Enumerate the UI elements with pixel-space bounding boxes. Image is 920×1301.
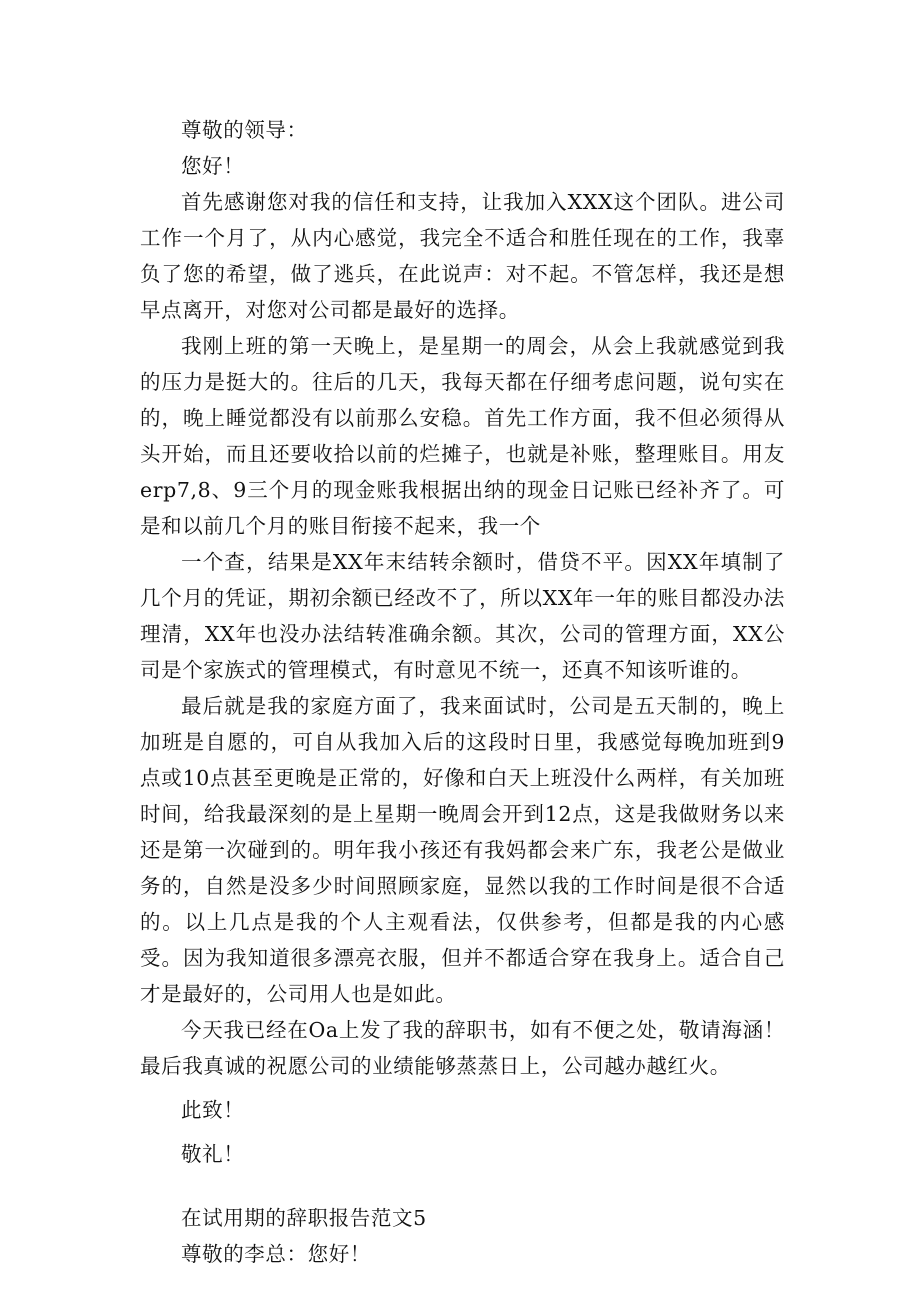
closing-line-1: 此致！: [181, 1098, 245, 1122]
section-heading: 在试用期的辞职报告范文5: [181, 1206, 427, 1230]
paragraph-intro: 首先感谢您对我的信任和支持，让我加入XXX这个团队。进公司工作一个月了，从内心感觉，我完全不适合和胜任现在的工作，我辜负了您的希望，做了逃兵，在此说声：对不起。不管怎样，我还是想早点离开，对您对公司都是最好的选择。: [140, 190, 785, 322]
spacer: [140, 1084, 785, 1092]
paragraph-family: 最后就是我的家庭方面了，我来面试时，公司是五天制的，晚上加班是自愿的，可自从我加入后的这段时日里，我感觉每晚加班到9点或10点甚至更晚是正常的，好像和白天上班没什么两样，有关加班时间，给我最深刻的是上星期一晚周会开到12点，这是我做财务以来还是第一次碰到的。明年我小孩还有我妈都会来广东，我老公是做业务的，自然是没多少时间照顾家庭，显然以我的工作时间是很不合适的。以上几点是我的个人主观看法，仅供参考，但都是我的内心感受。因为我知道很多漂亮衣服，但并不都适合穿在我身上。适合自己才是最好的，公司用人也是如此。: [140, 694, 785, 1006]
greeting: 您好！: [181, 154, 245, 178]
spacer: [140, 1128, 785, 1136]
letter-body: [140, 112, 785, 1272]
paragraph-accounts: 一个查，结果是XX年末结转余额时，借贷不平。因XX年填制了几个月的凭证，期初余额已经改不了，所以XX年一年的账目都没办法理清，XX年也没办法结转准确余额。其次，公司的管理方面，XX公司是个家族式的管理模式，有时意见不统一，还真不知该听谁的。: [140, 550, 785, 682]
salutation: 尊敬的领导：: [181, 118, 308, 142]
section-spacer: [140, 1172, 785, 1200]
paragraph-work-pressure: 我刚上班的第一天晚上，是星期一的周会，从会上我就感觉到我的压力是挺大的。往后的几天，我每天都在仔细考虑问题，说句实在的，晚上睡觉都没有以前那么安稳。首先工作方面，我不但必须得从头开始，而且还要收拾以前的烂摊子，也就是补账，整理账目。用友erp7,8、9三个月的现金账我根据出纳的现金日记账已经补齐了。可是和以前几个月的账目衔接不起来，我一个: [140, 334, 785, 538]
closing-line-2: 敬礼！: [181, 1142, 245, 1166]
paragraph-farewell: 今天我已经在Oa上发了我的辞职书，如有不便之处，敬请海涵！最后我真诚的祝愿公司的业绩能够蒸蒸日上，公司越办越红火。: [140, 1018, 785, 1078]
second-salutation: 尊敬的李总：您好！: [181, 1242, 371, 1266]
